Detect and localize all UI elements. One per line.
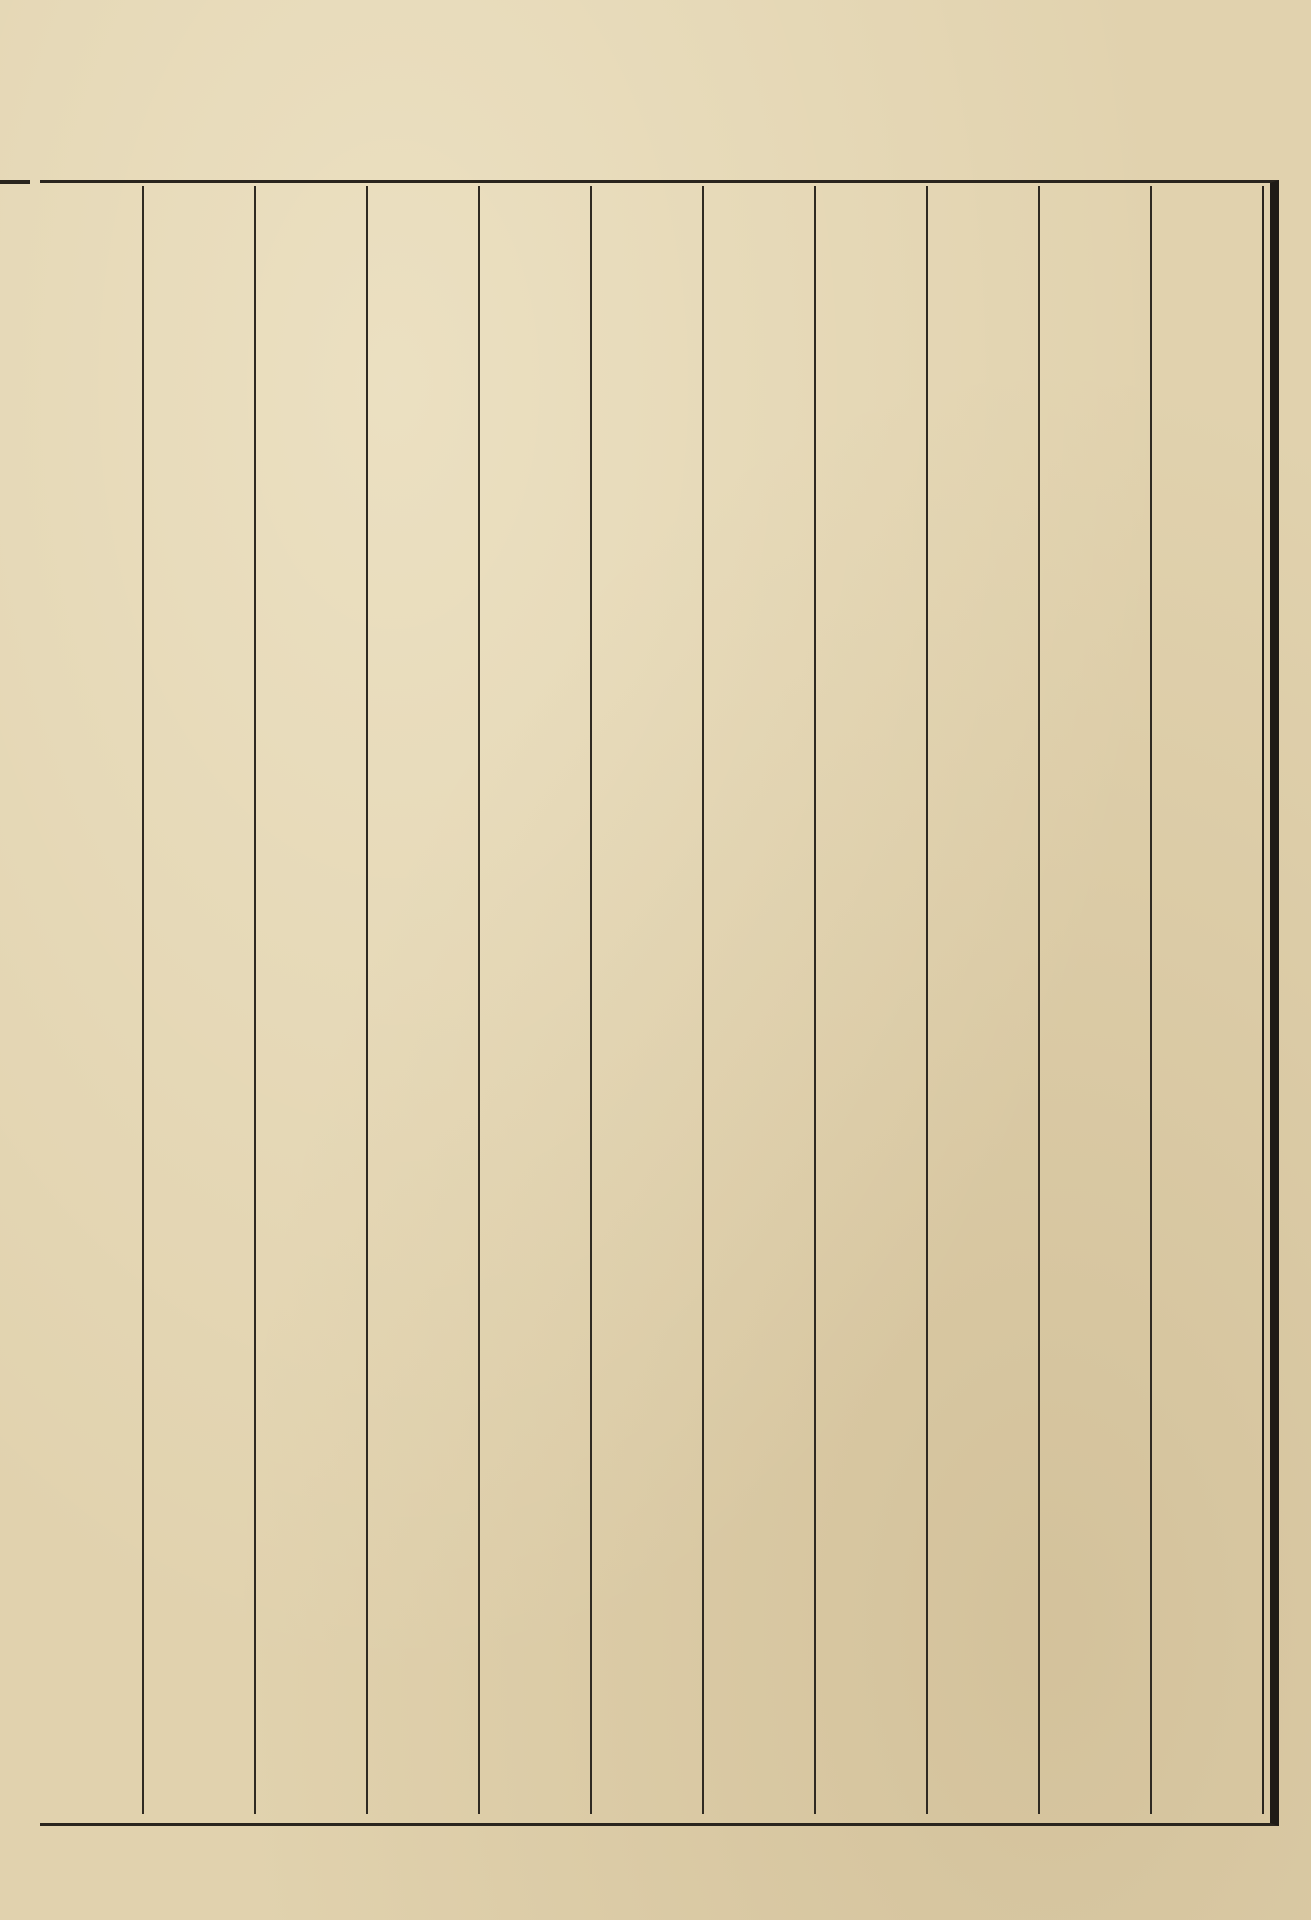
section-title bbox=[266, 200, 355, 220]
margin-tick bbox=[0, 180, 30, 184]
text-column-8 bbox=[366, 186, 478, 1814]
text-column-10 bbox=[142, 186, 254, 1814]
text-column-9 bbox=[254, 186, 366, 1814]
text-column-1 bbox=[1150, 186, 1262, 1814]
text-column-3 bbox=[926, 186, 1038, 1814]
text-column-6 bbox=[590, 186, 702, 1814]
text-column-7 bbox=[478, 186, 590, 1814]
text-column-5 bbox=[702, 186, 814, 1814]
text-column-4 bbox=[814, 186, 926, 1814]
text-column-2 bbox=[1038, 186, 1150, 1814]
